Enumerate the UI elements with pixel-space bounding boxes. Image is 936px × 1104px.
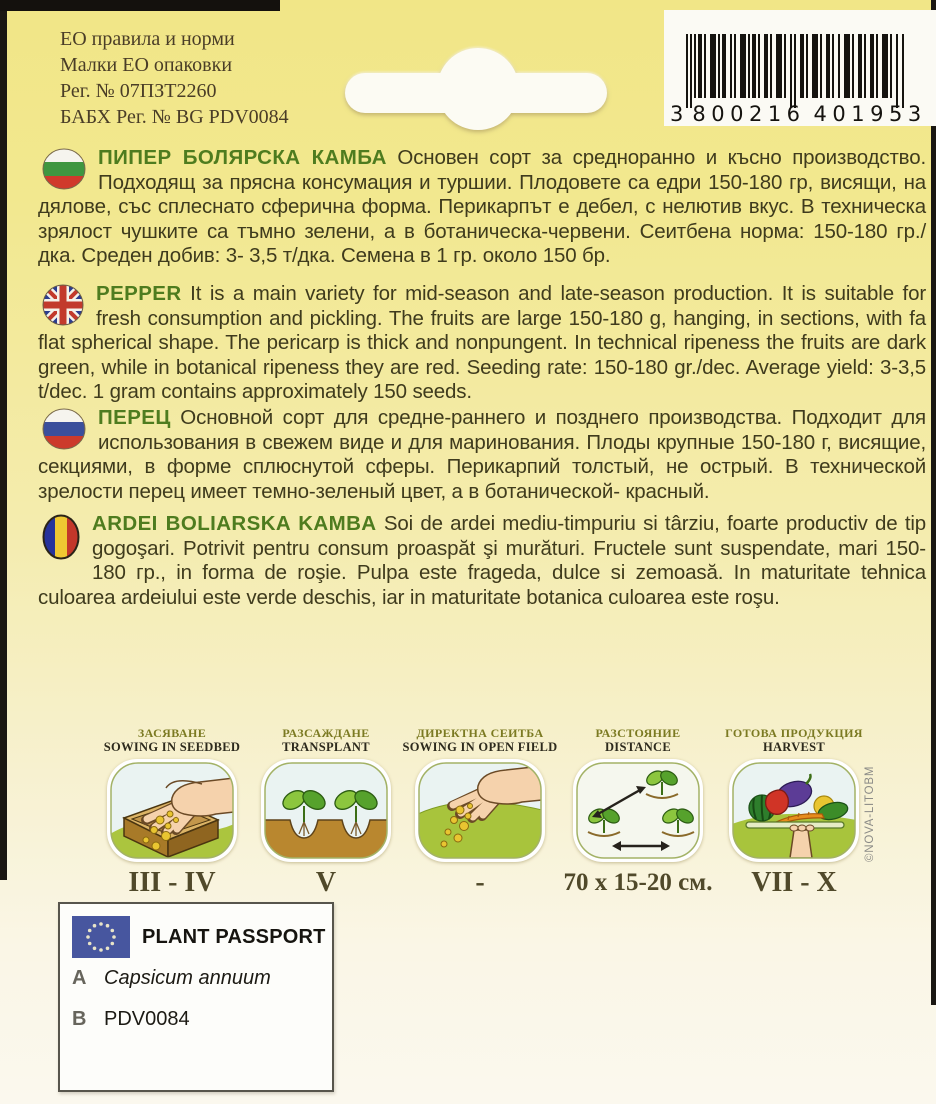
pictogram-label-en: TRANSPLANT [282,740,370,754]
variety-title-ro: ARDEI BOLIARSKA KAMBA [92,512,377,535]
description-bulgarian [38,146,926,269]
pictogram-label-local: РАЗСАЖДАНЕ [282,726,370,740]
russia-flag-icon [42,408,86,450]
variety-text-ru: Основной сорт для средне-раннего и позднего производства. Подходит для использования в свежем виде и для маринования. Плоды крупные 150-180 г, висящие, секциями, в форме сплюснутой сферы. Перикарпий толстый, не острый. В технической зрелости перец имеет темно-зеленый цвет, а в ботанической- красный. [38,406,926,503]
description-russian [38,406,926,504]
variety-text-bg: Основен сорт за средноранно и късно производство. Подходящ за прясна консумация и туршии. Плодовете са едри 150-180 гр, висящи, на дялове, със сплеснато сферична форма. Перикарпът е дебел, с нелютив вкус. В техническа зрялост чушките са тъмно зелени, а в ботаническа-червени. Сеитбена норма: 150-180 гр./дка. Среден добив: 3- 3,5 т/дка. Семена в 1 гр. около 150 бр. [38,146,926,268]
pictogram-harvest [714,727,874,898]
passport-key-b: B [72,1008,87,1030]
passport-row-a [72,967,271,990]
pictogram-value: V [315,867,337,898]
variety-text-ro: Soi de ardei mediu-timpuriu si târziu, foarte productiv de tip gogoşari. Potrivit pentru consum proaspăt şi murături. Fructele sunt suspendate, mari 150- 180 гр., in forma de roşie. Pulpa este frageda, dulce si zemoasă. In maturitate tehnica culoarea ardeiului este verde deschis, iar in maturitate botanica culoarea este roşu. [38,512,927,609]
pictogram-label-en: SOWING IN OPEN FIELD [402,740,558,754]
plant-passport-title: PLANT PASSPORT [142,926,326,948]
hang-slot [340,46,620,136]
regulatory-line: Малки ЕО опаковки [60,54,233,76]
pictogram-label-en: DISTANCE [604,740,672,754]
description-romanian [38,512,926,610]
sowing-in-seedbed-icon [110,762,234,859]
pictogram-value: III - IV [128,867,216,898]
variety-text-en: It is a main variety for mid-season and late-season production. It is suitable for fresh consumption and pickling. The fruits are large 150-180 g, hanging, in sections, with fa flat spherical shape. The pericarp is thick and nonpungent. In technical ripeness the fruits are dark green, while in botanical ripeness they are red. Seeding rate: 150-180 gr./dec. Average yield: 3-3,5 t/dec. 1 gram contains approximately 150 seeds. [38,282,926,404]
barcode [664,10,936,126]
variety-title-en: PEPPER [96,282,182,305]
pictogram-transplant [246,727,406,898]
regulatory-line: Рег. № 07ПЗТ2260 [60,80,217,102]
passport-key-a: A [72,967,87,989]
printer-credit: ©NOVA-LITOBM [864,765,876,862]
barcode-bars-icon [686,34,908,110]
scan-edge-left [0,0,7,880]
eu-flag-icon [72,916,130,958]
passport-species: Capsicum annuum [104,967,271,989]
description-english [38,282,926,405]
pictogram-value: 70 x 15-20 см. [563,869,713,896]
bulgaria-flag-icon [42,148,86,190]
harvest-icon [732,762,856,859]
sowing-in-open-field-icon [418,762,542,859]
regulatory-line: БАБХ Рег. № BG PDV0084 [60,106,289,128]
distance-icon [576,762,700,859]
regulatory-block [60,26,289,130]
variety-title-bg: ПИПЕР БОЛЯРСКА КАМБА [98,146,387,169]
uk-flag-icon [42,284,84,326]
pictogram-label-local: ЗАСЯВАНЕ [137,726,207,740]
pictogram-label-local: ДИРЕКТНА СЕИТБА [416,726,544,740]
pictogram-label-local: ГОТОВА ПРОДУКЦИЯ [725,726,863,740]
regulatory-line: ЕО правила и норми [60,28,235,50]
pictogram-value: VII - X [751,867,837,898]
plant-passport-box [58,902,334,1092]
scan-edge-right [931,0,936,1005]
pictogram-label-en: HARVEST [762,740,826,754]
barcode-number: 3 800216 401953 [670,102,927,126]
passport-row-b [72,1008,190,1031]
pictogram-distance [558,727,718,898]
pictogram-value: - [475,867,485,898]
pictogram-label-en: SOWING IN SEEDBED [103,740,241,754]
pictogram-sowing-seedbed [92,727,252,898]
romania-flag-icon [42,514,80,560]
pictogram-sowing-open-field [400,727,560,898]
variety-title-ru: ПЕРЕЦ [98,406,171,429]
transplant-icon [264,762,388,859]
pictogram-label-local: РАЗСТОЯНИЕ [595,726,681,740]
passport-registration: PDV0084 [104,1008,190,1030]
scan-edge-top [0,0,280,11]
